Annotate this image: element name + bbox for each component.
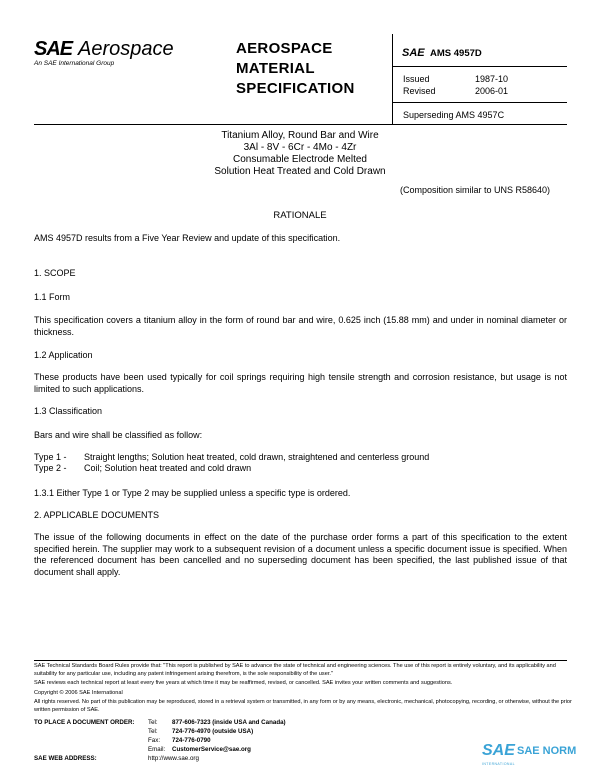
revised-label: Revised (403, 86, 436, 96)
type2-label: Type 2 - (34, 463, 67, 473)
application-heading: 1.2 Application (34, 350, 93, 360)
watermark-logo: SAE (482, 742, 515, 759)
header-divider-bottom (392, 102, 567, 103)
order-label: TO PLACE A DOCUMENT ORDER: (34, 719, 135, 726)
type1-label: Type 1 - (34, 452, 67, 462)
superseding-note: Superseding AMS 4957C (403, 110, 505, 120)
rationale-text: AMS 4957D results from a Five Year Review and update of this specification. (34, 233, 341, 243)
fax-label: Fax: (148, 737, 161, 744)
web-link[interactable]: http://www.sae.org (148, 755, 199, 762)
footer-review-text: SAE reviews each technical report at least every five years at which time it may be reaffirmed, revised, or cancelled. SAE invites your written comments and suggestions. (34, 680, 453, 686)
subject-line-4: Solution Heat Treated and Cold Drawn (214, 166, 386, 177)
composition-note: (Composition similar to UNS R58640) (400, 185, 551, 195)
issued-value: 1987-10 (475, 74, 509, 84)
footer-rules-text: SAE Technical Standards Board Rules provide that: "This report is published by SAE to advance the state of technical and engineering sciences. The use of this report is entirely voluntary, and its applicability and suitability for any particular use, including any patent infringement arising therefrom, is the sole responsibility of the user." (34, 663, 556, 677)
scope-heading: 1. SCOPE (34, 268, 76, 278)
subject-line-3: Consumable Electrode Melted (233, 154, 367, 165)
classification-text: Bars and wire shall be classified as follow: (34, 430, 203, 440)
type1-text: Straight lengths; Solution heat treated, cold drawn, straightened and centerless ground (84, 452, 430, 462)
rationale-heading: RATIONALE (273, 210, 327, 221)
footer-rights-text: All rights reserved. No part of this publication may be reproduced, stored in a retrieval system or transmitted, in any form or by any means, electronic, mechanical, photocopying, recording, or otherwise, without the prior written permission of SAE. (34, 699, 572, 713)
watermark-text: SAE NORM (517, 745, 577, 757)
email-link[interactable]: CustomerService@sae.org (172, 746, 251, 753)
doc-number: AMS 4957D (430, 48, 482, 59)
applicable-docs-text: The issue of the following documents in effect on the date of the purchase order forms a part of this specification to the extent specified herein. The supplier may work to a subsequent revision of a document unless a specific document issue is specified. When the referenced document has been cancelled and no superseding document has been specified, the last published issue of that document shall apply. (34, 532, 567, 577)
issued-label: Issued (403, 74, 430, 84)
classification-heading: 1.3 Classification (34, 406, 103, 416)
tel2-value[interactable]: 724-776-4970 (outside USA) (172, 728, 254, 735)
title-line-1: AEROSPACE (236, 40, 333, 57)
web-label: SAE WEB ADDRESS: (34, 755, 97, 762)
footer-rule (34, 660, 567, 661)
title-line-2: MATERIAL (236, 60, 315, 77)
tel2-label: Tel: (148, 728, 158, 735)
application-text: These products have been used typically for coil springs requiring high tensile strength and corrosion resistance, but usage is not limited to such applications. (34, 372, 567, 394)
tel-label: Tel: (148, 719, 158, 726)
tel-value[interactable]: 877-606-7323 (inside USA and Canada) (172, 719, 286, 726)
form-text: This specification covers a titanium alloy in the form of round bar and wire, 0.625 inch (15.88 mm) and under in nominal diameter or thickness. (34, 315, 567, 337)
footer-copyright: Copyright © 2006 SAE International (34, 690, 123, 696)
title-line-3: SPECIFICATION (236, 80, 355, 97)
note-1-3-1: 1.3.1 Either Type 1 or Type 2 may be supplied unless a specific type is ordered. (34, 488, 351, 498)
fax-value: 724-776-0790 (172, 737, 211, 744)
header-bottom-rule (34, 124, 567, 125)
header-divider-top (392, 66, 567, 67)
applicable-docs-heading: 2. APPLICABLE DOCUMENTS (34, 510, 160, 520)
type2-text: Coil; Solution heat treated and cold drawn (84, 463, 252, 473)
sae-logo-aerospace: Aerospace (78, 38, 174, 60)
sae-logo-brand: SAE (34, 38, 73, 60)
header-vertical-rule (392, 34, 393, 124)
subject-line-2: 3Al - 8V - 6Cr - 4Mo - 4Zr (243, 142, 357, 153)
form-heading: 1.1 Form (34, 292, 71, 302)
watermark-subtext: INTERNATIONAL (482, 762, 515, 766)
email-label: Email: (148, 746, 166, 753)
doc-brand-logo: SAE (402, 47, 425, 59)
revised-value: 2006-01 (475, 86, 509, 96)
logo-tagline: An SAE International Group (34, 60, 115, 67)
subject-line-1: Titanium Alloy, Round Bar and Wire (221, 130, 379, 141)
